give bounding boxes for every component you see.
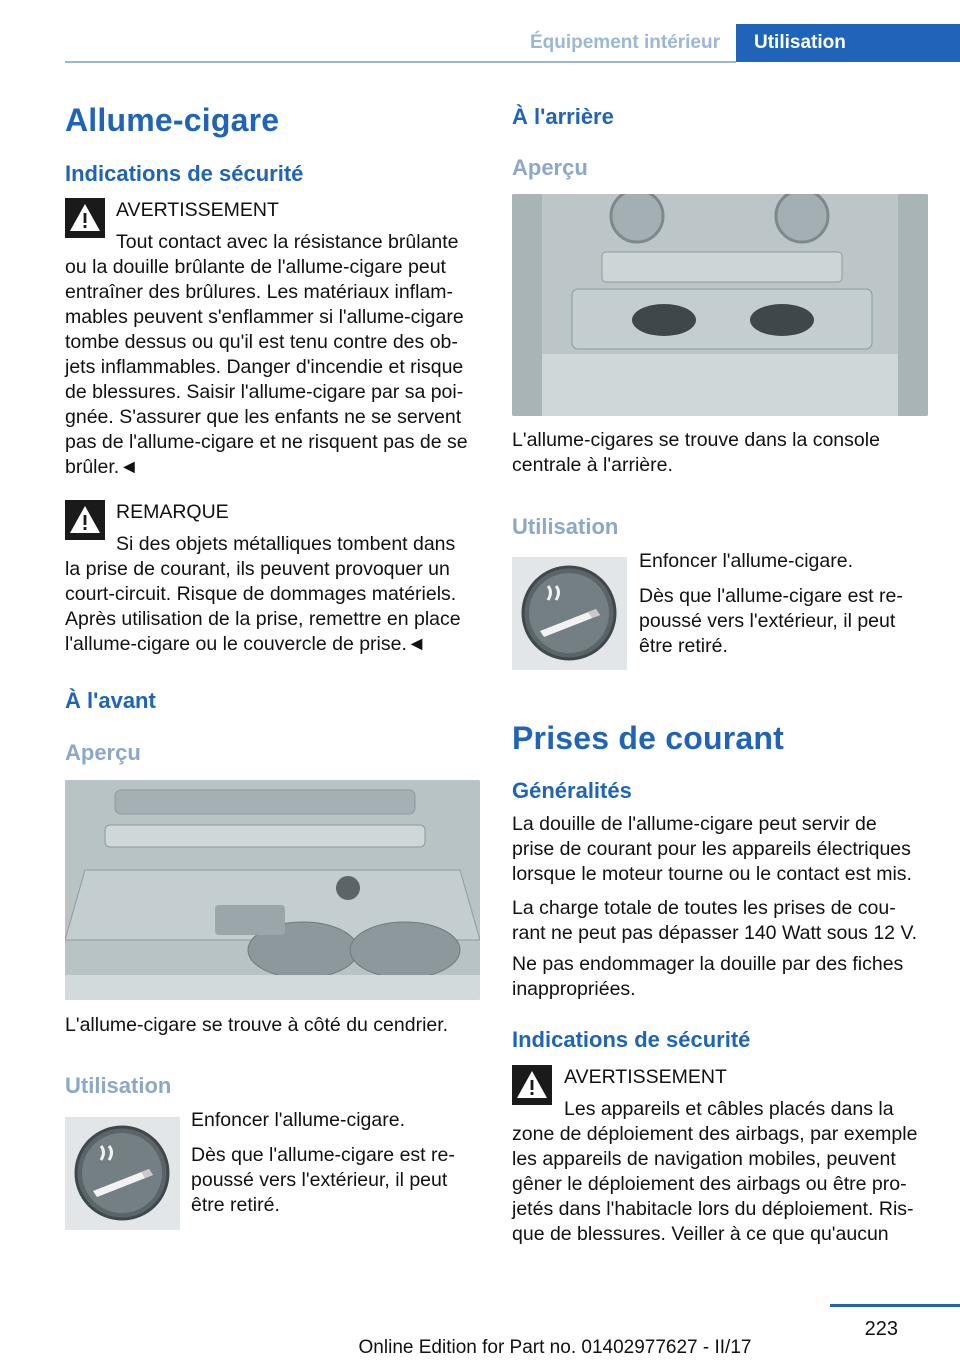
lighter-button-image <box>512 557 627 670</box>
footer-rule <box>830 1304 960 1307</box>
header-section-title: Équipement intérieur <box>529 32 720 53</box>
note-text-line: Après utilisation de la prise, remettre en place <box>65 608 461 630</box>
warning-text-line: Tout contact avec la résistance brûlante <box>116 231 459 253</box>
heading-front: À l'avant <box>65 688 156 713</box>
warning-text-line: gêner le déploiement des airbags ou être pro- <box>512 1173 907 1195</box>
warning-icon <box>65 500 105 540</box>
warning-text-line: jets inflammables. Danger d'incendie et risque <box>65 356 464 378</box>
usage-text-line: Dès que l'allume-cigare est re- <box>639 585 903 607</box>
note-text-line: l'allume-cigare ou le couvercle de prise.◄ <box>65 633 427 655</box>
note-label: REMARQUE <box>116 501 229 523</box>
heading-safety-left: Indications de sécurité <box>65 161 304 186</box>
note-text-line: la prise de courant, ils peuvent provoquer un <box>65 558 450 580</box>
warning-label: AVERTISSEMENT <box>116 199 279 221</box>
warning-icon <box>65 198 105 238</box>
header-rule <box>65 61 736 63</box>
warning-label: AVERTISSEMENT <box>564 1066 727 1088</box>
page-header <box>65 24 960 62</box>
warning-text-line: gnée. S'assurer que les enfants ne se servent <box>65 406 462 428</box>
warning-text-line: Les appareils et câbles placés dans la <box>564 1098 894 1120</box>
warning-icon <box>512 1065 552 1105</box>
lighter-button-image <box>65 1117 180 1230</box>
warning-text-line: les appareils de navigation mobiles, peuvent <box>512 1148 896 1170</box>
heading-general: Généralités <box>512 778 632 803</box>
warning-text-line: jetés dans l'habitacle lors du déploiement. Ris- <box>512 1198 914 1220</box>
front-console-photo <box>65 780 480 1000</box>
usage-text-line: poussé vers l'extérieur, il peut <box>191 1169 448 1191</box>
header-chapter-tab: Utilisation <box>736 24 960 62</box>
section-title-sockets: Prises de courant <box>512 720 784 756</box>
usage-text-line: Enfoncer l'allume-cigare. <box>639 550 853 572</box>
warning-text-line: entraîner des brûlures. Les matériaux inflam- <box>65 281 454 303</box>
general-text-line: inappropriées. <box>512 978 636 1000</box>
footer-edition: Online Edition for Part no. 01402977627 - II/17 <box>358 1337 752 1358</box>
heading-overview-front: Aperçu <box>65 740 141 765</box>
rear-caption-line: L'allume-cigares se trouve dans la console <box>512 429 880 451</box>
note-text-line: Si des objets métalliques tombent dans <box>116 533 456 555</box>
general-text-line: lorsque le moteur tourne ou le contact est mis. <box>512 863 912 885</box>
warning-text-line: ou la douille brûlante de l'allume-cigare peut <box>65 256 446 278</box>
warning-text-line: de blessures. Saisir l'allume-cigare par sa poi- <box>65 381 464 403</box>
heading-usage-front: Utilisation <box>65 1073 172 1098</box>
heading-rear: À l'arrière <box>512 104 614 129</box>
general-text-line: rant ne peut pas dépasser 140 Watt sous 12 V. <box>512 922 918 944</box>
warning-text-line: tombe dessus ou qu'il est tenu contre des ob- <box>65 331 458 353</box>
heading-safety-right: Indications de sécurité <box>512 1027 751 1052</box>
warning-text-line: brûler.◄ <box>65 456 139 478</box>
rear-console-photo <box>512 194 928 416</box>
note-text-line: court-circuit. Risque de dommages matériels. <box>65 583 457 605</box>
heading-usage-rear: Utilisation <box>512 514 619 539</box>
usage-text-line: Dès que l'allume-cigare est re- <box>191 1144 455 1166</box>
general-text-line: La douille de l'allume-cigare peut servir de <box>512 813 877 835</box>
rear-caption-line: centrale à l'arrière. <box>512 454 673 476</box>
general-text-line: Ne pas endommager la douille par des fiches <box>512 953 904 975</box>
warning-text-line: que de blessures. Veiller à ce que qu'aucun <box>512 1223 889 1245</box>
warning-text-line: mables peuvent s'enflammer si l'allume-cigare <box>65 306 464 328</box>
front-caption: L'allume-cigare se trouve à côté du cendrier. <box>65 1014 449 1036</box>
warning-text-line: pas de l'allume-cigare et ne risquent pas de se <box>65 431 468 453</box>
heading-overview-rear: Aperçu <box>512 155 588 180</box>
usage-text-line: poussé vers l'extérieur, il peut <box>639 610 896 632</box>
usage-text-line: être retiré. <box>191 1194 280 1216</box>
general-text-line: La charge totale de toutes les prises de cou- <box>512 897 896 919</box>
usage-text-line: être retiré. <box>639 635 728 657</box>
page-number: 223 <box>864 1318 898 1340</box>
usage-text-line: Enfoncer l'allume-cigare. <box>191 1109 405 1131</box>
general-text-line: prise de courant pour les appareils électriques <box>512 838 911 860</box>
warning-text-line: zone de déploiement des airbags, par exemple <box>512 1123 918 1145</box>
section-title-lighter: Allume-cigare <box>65 102 280 138</box>
